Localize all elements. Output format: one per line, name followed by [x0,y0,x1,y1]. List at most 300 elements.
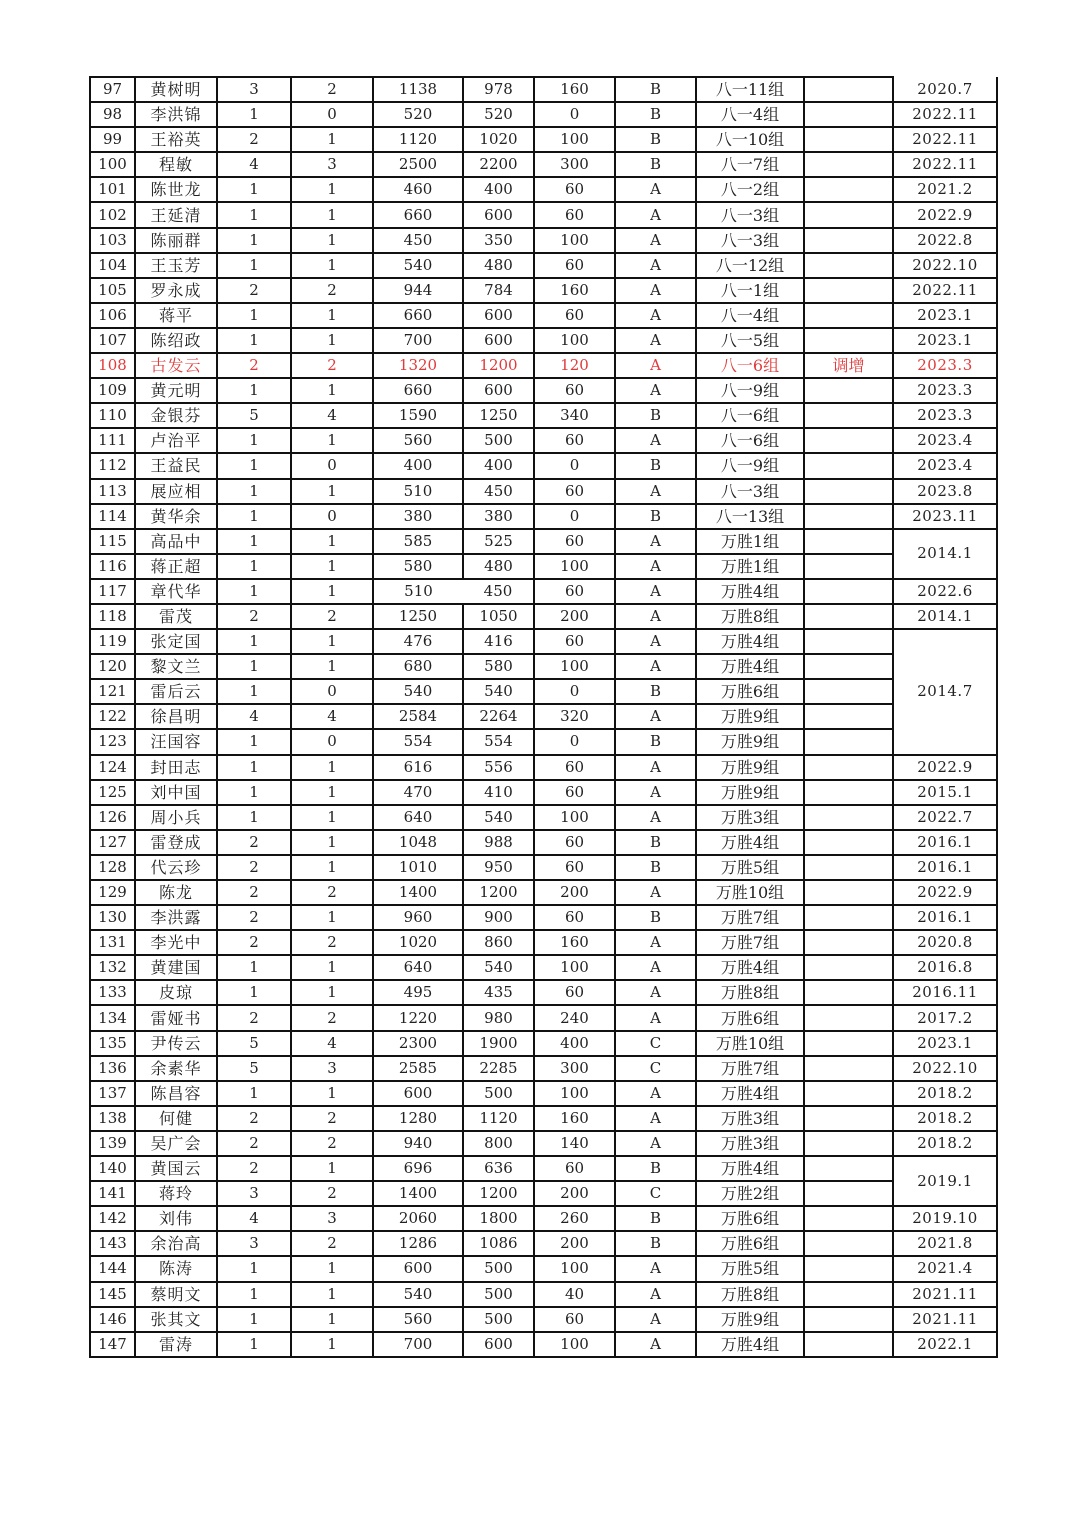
note-cell: 调增 [804,353,893,378]
table-row [90,805,997,830]
table-row [90,1131,997,1156]
total-amount-cell: 1286 [373,1231,463,1256]
total-amount-cell: 640 [373,955,463,980]
row-number-cell: 129 [90,880,135,905]
base-amount-cell: 540 [463,679,534,704]
total-amount-cell: 660 [373,378,463,403]
table-row [90,1181,997,1206]
note-cell [804,1231,893,1256]
total-amount-cell: 580 [373,554,463,579]
count-cell: 1 [291,303,373,328]
name-cell: 汪国容 [135,729,217,754]
group-cell: 八一6组 [696,353,804,378]
note-cell [804,704,893,729]
category-cell: B [615,1156,696,1181]
count-cell: 1 [291,1256,373,1281]
date-cell: 2023.1 [893,303,997,328]
category-cell: A [615,980,696,1005]
group-cell: 万胜8组 [696,1282,804,1307]
row-number-cell: 102 [90,202,135,227]
name-cell: 程敏 [135,152,217,177]
total-amount-cell: 2300 [373,1031,463,1056]
row-number-cell: 108 [90,353,135,378]
group-cell: 八一3组 [696,479,804,504]
group-cell: 八一4组 [696,102,804,127]
total-amount-cell: 944 [373,278,463,303]
total-amount-cell: 495 [373,980,463,1005]
category-cell: A [615,780,696,805]
extra-amount-cell: 60 [534,529,615,554]
extra-amount-cell: 60 [534,378,615,403]
count-cell: 1 [291,529,373,554]
date-cell: 2023.1 [893,328,997,353]
name-cell: 雷后云 [135,679,217,704]
total-amount-cell: 1138 [373,77,463,102]
category-cell: A [615,1106,696,1131]
count-cell: 0 [291,102,373,127]
row-number-cell: 117 [90,579,135,604]
base-amount-cell: 988 [463,830,534,855]
group-cell: 八一5组 [696,328,804,353]
table-row [90,880,997,905]
extra-amount-cell: 60 [534,855,615,880]
household-size-cell: 2 [217,604,291,629]
note-cell [804,479,893,504]
note-cell [804,780,893,805]
date-cell: 2017.2 [893,1005,997,1030]
name-cell: 周小兵 [135,805,217,830]
note-cell [804,604,893,629]
group-cell: 万胜6组 [696,1231,804,1256]
category-cell: A [615,704,696,729]
note-cell [804,1206,893,1231]
count-cell: 1 [291,855,373,880]
total-amount-cell: 560 [373,428,463,453]
extra-amount-cell: 60 [534,980,615,1005]
name-cell: 黄华余 [135,504,217,529]
table-row [90,1156,997,1181]
table-row [90,980,997,1005]
table-row [90,629,997,654]
base-amount-cell: 600 [463,328,534,353]
name-cell: 黄建国 [135,955,217,980]
row-number-cell: 135 [90,1031,135,1056]
name-cell: 蒋正超 [135,554,217,579]
note-cell [804,1307,893,1332]
note-cell [804,905,893,930]
count-cell: 1 [291,253,373,278]
table-row [90,479,997,504]
date-cell: 2016.1 [893,830,997,855]
date-cell: 2022.11 [893,152,997,177]
extra-amount-cell: 260 [534,1206,615,1231]
extra-amount-cell: 60 [534,303,615,328]
table-row [90,1106,997,1131]
category-cell: B [615,855,696,880]
total-amount-cell: 1048 [373,830,463,855]
date-cell: 2023.8 [893,479,997,504]
extra-amount-cell: 60 [534,780,615,805]
name-cell: 何健 [135,1106,217,1131]
date-cell: 2019.10 [893,1206,997,1231]
count-cell: 1 [291,955,373,980]
household-size-cell: 2 [217,278,291,303]
count-cell: 0 [291,453,373,478]
note-cell [804,1106,893,1131]
name-cell: 雷茂 [135,604,217,629]
total-amount-cell: 400 [373,453,463,478]
table-row [90,1256,997,1281]
base-amount-cell: 900 [463,905,534,930]
row-number-cell: 140 [90,1156,135,1181]
name-cell: 余素华 [135,1056,217,1081]
name-cell: 陈世龙 [135,177,217,202]
count-cell: 1 [291,579,373,604]
household-size-cell: 4 [217,1206,291,1231]
household-size-cell: 1 [217,202,291,227]
name-cell: 雷涛 [135,1332,217,1357]
row-number-cell: 114 [90,504,135,529]
total-amount-cell: 660 [373,202,463,227]
household-size-cell: 2 [217,127,291,152]
table-row [90,679,997,704]
table-row [90,378,997,403]
group-cell: 万胜6组 [696,679,804,704]
base-amount-cell: 1086 [463,1231,534,1256]
table-row [90,1005,997,1030]
group-cell: 万胜4组 [696,629,804,654]
note-cell [804,1256,893,1281]
row-number-cell: 101 [90,177,135,202]
date-cell: 2021.11 [893,1307,997,1332]
count-cell: 2 [291,1106,373,1131]
table-row [90,228,997,253]
base-amount-cell: 500 [463,1081,534,1106]
extra-amount-cell: 60 [534,579,615,604]
row-number-cell: 139 [90,1131,135,1156]
base-amount-cell: 520 [463,102,534,127]
group-cell: 八一9组 [696,453,804,478]
count-cell: 2 [291,1131,373,1156]
note-cell [804,880,893,905]
date-cell: 2016.1 [893,905,997,930]
count-cell: 3 [291,1206,373,1231]
base-amount-cell: 600 [463,303,534,328]
table-row [90,704,997,729]
category-cell: A [615,1131,696,1156]
count-cell: 1 [291,1156,373,1181]
extra-amount-cell: 100 [534,127,615,152]
extra-amount-cell: 0 [534,102,615,127]
extra-amount-cell: 60 [534,905,615,930]
row-number-cell: 116 [90,554,135,579]
category-cell: C [615,1056,696,1081]
row-number-cell: 106 [90,303,135,328]
extra-amount-cell: 240 [534,1005,615,1030]
table-row [90,529,997,554]
note-cell [804,278,893,303]
group-cell: 八一10组 [696,127,804,152]
base-amount-cell: 1200 [463,353,534,378]
category-cell: B [615,102,696,127]
household-size-cell: 1 [217,303,291,328]
category-cell: B [615,679,696,704]
date-cell: 2022.11 [893,278,997,303]
base-amount-cell: 380 [463,504,534,529]
date-cell: 2021.8 [893,1231,997,1256]
household-size-cell: 1 [217,1256,291,1281]
group-cell: 万胜6组 [696,1005,804,1030]
count-cell: 3 [291,152,373,177]
household-size-cell: 1 [217,228,291,253]
base-amount-cell: 580 [463,654,534,679]
count-cell: 2 [291,604,373,629]
date-cell: 2019.1 [893,1156,997,1206]
base-amount-cell: 978 [463,77,534,102]
extra-amount-cell: 60 [534,479,615,504]
group-cell: 万胜8组 [696,980,804,1005]
category-cell: B [615,1231,696,1256]
name-cell: 皮琼 [135,980,217,1005]
name-cell: 王益民 [135,453,217,478]
table-row [90,202,997,227]
date-cell: 2023.11 [893,504,997,529]
base-amount-cell: 500 [463,1282,534,1307]
date-cell: 2023.4 [893,428,997,453]
household-size-cell: 5 [217,403,291,428]
count-cell: 1 [291,629,373,654]
category-cell: A [615,529,696,554]
row-number-cell: 100 [90,152,135,177]
group-cell: 八一4组 [696,303,804,328]
extra-amount-cell: 60 [534,830,615,855]
base-amount-cell: 400 [463,177,534,202]
date-cell: 2014.1 [893,529,997,579]
extra-amount-cell: 200 [534,880,615,905]
total-amount-cell: 2584 [373,704,463,729]
date-cell: 2022.9 [893,202,997,227]
base-amount-cell: 500 [463,1307,534,1332]
date-cell: 2023.3 [893,353,997,378]
table-row [90,654,997,679]
base-amount-cell: 480 [463,554,534,579]
count-cell: 2 [291,1005,373,1030]
extra-amount-cell: 140 [534,1131,615,1156]
base-amount-cell: 2264 [463,704,534,729]
date-cell: 2020.8 [893,930,997,955]
household-size-cell: 3 [217,1181,291,1206]
household-size-cell: 1 [217,729,291,754]
name-cell: 雷娅书 [135,1005,217,1030]
extra-amount-cell: 200 [534,1181,615,1206]
total-amount-cell: 2500 [373,152,463,177]
name-cell: 陈绍政 [135,328,217,353]
category-cell: A [615,1282,696,1307]
category-cell: B [615,453,696,478]
extra-amount-cell: 100 [534,1332,615,1357]
date-cell: 2018.2 [893,1106,997,1131]
extra-amount-cell: 0 [534,504,615,529]
row-number-cell: 98 [90,102,135,127]
extra-amount-cell: 340 [534,403,615,428]
household-size-cell: 1 [217,980,291,1005]
total-amount-cell: 1250 [373,604,463,629]
note-cell [804,403,893,428]
group-cell: 万胜9组 [696,704,804,729]
extra-amount-cell: 120 [534,353,615,378]
household-size-cell: 2 [217,855,291,880]
base-amount-cell: 435 [463,980,534,1005]
extra-amount-cell: 320 [534,704,615,729]
extra-amount-cell: 400 [534,1031,615,1056]
base-amount-cell: 800 [463,1131,534,1156]
note-cell [804,830,893,855]
group-cell: 八一13组 [696,504,804,529]
extra-amount-cell: 60 [534,1156,615,1181]
extra-amount-cell: 160 [534,930,615,955]
extra-amount-cell: 100 [534,328,615,353]
note-cell [804,378,893,403]
date-cell: 2016.11 [893,980,997,1005]
name-cell: 展应相 [135,479,217,504]
household-size-cell: 1 [217,1282,291,1307]
table-row [90,328,997,353]
count-cell: 1 [291,805,373,830]
extra-amount-cell: 60 [534,629,615,654]
household-size-cell: 4 [217,704,291,729]
note-cell [804,1282,893,1307]
extra-amount-cell: 100 [534,228,615,253]
base-amount-cell: 980 [463,1005,534,1030]
base-amount-cell: 600 [463,1332,534,1357]
total-amount-cell: 640 [373,805,463,830]
note-cell [804,453,893,478]
base-amount-cell: 1900 [463,1031,534,1056]
extra-amount-cell: 60 [534,177,615,202]
total-amount-cell: 540 [373,1282,463,1307]
extra-amount-cell: 0 [534,453,615,478]
total-amount-cell: 520 [373,102,463,127]
extra-amount-cell: 300 [534,152,615,177]
group-cell: 万胜9组 [696,780,804,805]
row-number-cell: 118 [90,604,135,629]
household-size-cell: 1 [217,679,291,704]
count-cell: 1 [291,554,373,579]
category-cell: B [615,403,696,428]
note-cell [804,303,893,328]
group-cell: 万胜4组 [696,654,804,679]
total-amount-cell: 600 [373,1081,463,1106]
household-size-cell: 3 [217,77,291,102]
name-cell: 陈昌容 [135,1081,217,1106]
extra-amount-cell: 100 [534,554,615,579]
note-cell [804,202,893,227]
data-table [89,76,998,1358]
base-amount-cell: 1800 [463,1206,534,1231]
base-amount-cell: 525 [463,529,534,554]
category-cell: A [615,805,696,830]
base-amount-cell: 860 [463,930,534,955]
group-cell: 万胜7组 [696,930,804,955]
note-cell [804,755,893,780]
household-size-cell: 4 [217,152,291,177]
name-cell: 徐昌明 [135,704,217,729]
household-size-cell: 1 [217,479,291,504]
name-cell: 黄元明 [135,378,217,403]
base-amount-cell: 400 [463,453,534,478]
table-row [90,253,997,278]
extra-amount-cell: 60 [534,202,615,227]
date-cell: 2014.1 [893,604,997,629]
name-cell: 罗永成 [135,278,217,303]
total-amount-cell: 1020 [373,930,463,955]
category-cell: A [615,1332,696,1357]
extra-amount-cell: 100 [534,654,615,679]
count-cell: 0 [291,729,373,754]
household-size-cell: 1 [217,378,291,403]
count-cell: 0 [291,504,373,529]
name-cell: 陈龙 [135,880,217,905]
group-cell: 万胜4组 [696,1156,804,1181]
category-cell: A [615,253,696,278]
table-row [90,1332,997,1357]
name-cell: 李洪锦 [135,102,217,127]
household-size-cell: 1 [217,1332,291,1357]
row-number-cell: 113 [90,479,135,504]
row-number-cell: 142 [90,1206,135,1231]
category-cell: B [615,127,696,152]
row-number-cell: 137 [90,1081,135,1106]
name-cell: 刘中国 [135,780,217,805]
date-cell: 2022.7 [893,805,997,830]
date-cell: 2022.9 [893,755,997,780]
table-row [90,1231,997,1256]
name-cell: 黎文兰 [135,654,217,679]
table-row [90,1206,997,1231]
extra-amount-cell: 60 [534,253,615,278]
category-cell: A [615,177,696,202]
date-cell: 2022.11 [893,127,997,152]
note-cell [804,328,893,353]
total-amount-cell: 470 [373,780,463,805]
base-amount-cell: 1250 [463,403,534,428]
name-cell: 张定国 [135,629,217,654]
name-cell: 李洪露 [135,905,217,930]
total-amount-cell: 2585 [373,1056,463,1081]
row-number-cell: 138 [90,1106,135,1131]
note-cell [804,102,893,127]
table-row [90,177,997,202]
total-amount-cell: 460 [373,177,463,202]
group-cell: 万胜10组 [696,1031,804,1056]
name-cell: 刘伟 [135,1206,217,1231]
category-cell: B [615,905,696,930]
row-number-cell: 112 [90,453,135,478]
category-cell: A [615,303,696,328]
base-amount-cell: 500 [463,428,534,453]
category-cell: C [615,1031,696,1056]
row-number-cell: 121 [90,679,135,704]
group-cell: 万胜4组 [696,830,804,855]
category-cell: B [615,729,696,754]
name-cell: 古发云 [135,353,217,378]
total-amount-cell: 1320 [373,353,463,378]
household-size-cell: 1 [217,629,291,654]
row-number-cell: 107 [90,328,135,353]
household-size-cell: 1 [217,253,291,278]
group-cell: 八一3组 [696,228,804,253]
count-cell: 4 [291,704,373,729]
